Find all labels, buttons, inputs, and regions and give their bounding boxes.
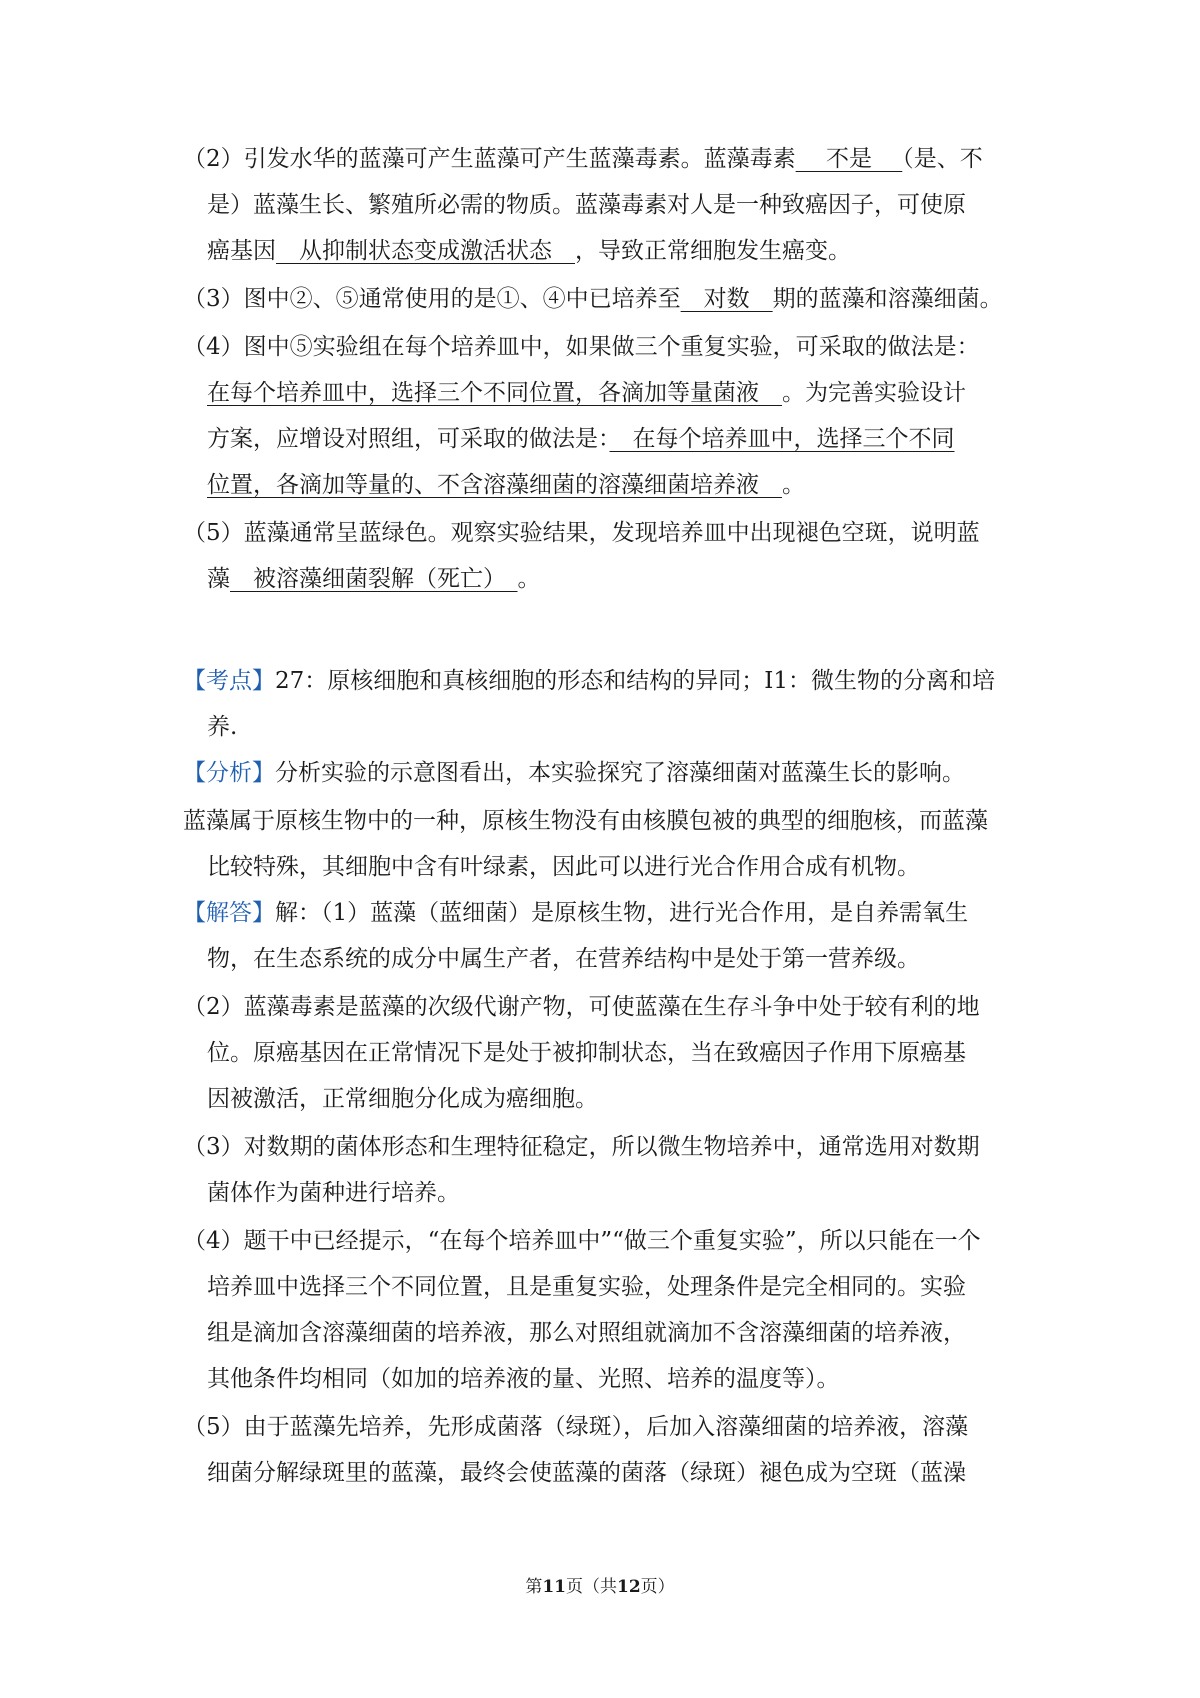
q2-line-1: [183, 144, 983, 174]
jieda-p4-line-2: 培养皿中选择三个不同位置，且是重复实验，处理条件是完全相同的。实验: [207, 1274, 966, 1300]
jieda-text: 解：（1）蓝藻（蓝细菌）是原核生物，进行光合作用，是自养需氧生: [275, 900, 969, 926]
q5-line-2: [207, 564, 541, 594]
fenxi-tag: 【分析】: [183, 760, 275, 786]
jieda-p3-line-2: 菌体作为菌种进行培养。: [207, 1180, 460, 1206]
footer-page-number: 11: [542, 1577, 566, 1597]
fenxi-line-1: [183, 758, 965, 788]
q4-line-4: [207, 470, 805, 500]
jieda-p3-line-1: （3）对数期的菌体形态和生理特征稳定，所以微生物培养中，通常选用对数期: [183, 1134, 980, 1160]
kaodian-tag: 【考点】: [183, 668, 275, 694]
jieda-line-1: [183, 898, 968, 928]
q4-text: 方案，应增设对照组，可采取的做法是：: [207, 426, 610, 452]
page-footer: [0, 1576, 1200, 1598]
jieda-p2-line-3: 因被激活，正常细胞分化成为癌细胞。: [207, 1086, 598, 1112]
jieda-p5-line-1: （5）由于蓝藻先培养，先形成菌落（绿斑），后加入溶藻细菌的培养液，溶藻: [183, 1414, 969, 1440]
q4-text-tail: 。为完善实验设计: [782, 380, 966, 406]
q5-answer-blank: 被溶藻细菌裂解（死亡）: [230, 566, 518, 592]
jieda-p4-line-1: （4）题干中已经提示，“在每个培养皿中”“做三个重复实验”，所以只能在一个: [183, 1228, 981, 1254]
footer-suffix: 页）: [640, 1577, 675, 1597]
q4-text-tail: 。: [782, 472, 805, 498]
q3-answer-blank: 对数: [680, 286, 773, 312]
q4-answer-blank-3: 位置，各滴加等量的、不含溶藻细菌的溶藻细菌培养液: [207, 472, 782, 498]
q3-text: （3）图中②、⑤通常使用的是①、④中已培养至: [183, 286, 681, 312]
fenxi-line-3: 比较特殊，其细胞中含有叶绿素，因此可以进行光合作用合成有机物。: [207, 854, 920, 880]
fenxi-line-2: 蓝藻属于原核生物中的一种，原核生物没有由核膜包被的典型的细胞核，而蓝藻: [183, 808, 988, 834]
jieda-tag: 【解答】: [183, 900, 275, 926]
q5-text: 藻: [207, 566, 230, 592]
q4-line-1: （4）图中⑤实验组在每个培养皿中，如果做三个重复实验，可采取的做法是：: [183, 334, 980, 360]
footer-mid: 页（共: [566, 1577, 617, 1597]
kaodian-line-2: 养.: [207, 714, 238, 740]
q3-line-1: [183, 284, 1003, 314]
jieda-p4-line-4: 其他条件均相同（如加的培养液的量、光照、培养的温度等）。: [207, 1366, 840, 1392]
q2-answer-blank: 不是: [795, 146, 903, 172]
q4-answer-blank: 在每个培养皿中，选择三个不同位置，各滴加等量菌液: [207, 380, 782, 406]
q2-text: 癌基因: [207, 238, 276, 264]
footer-total-pages: 12: [617, 1577, 641, 1597]
q3-text-tail: 期的蓝藻和溶藻细菌。: [772, 286, 1003, 312]
fenxi-text: 分析实验的示意图看出，本实验探究了溶藻细菌对蓝藻生长的影响。: [275, 760, 965, 786]
q2-line-3: [207, 236, 851, 266]
q2-text-tail: ，导致正常细胞发生癌变。: [575, 238, 851, 264]
q4-answer-blank-2: 在每个培养皿中，选择三个不同: [609, 426, 955, 452]
jieda-p2-line-2: 位。原癌基因在正常情况下是处于被抑制状态，当在致癌因子作用下原癌基: [207, 1040, 966, 1066]
q2-answer-blank-2: 从抑制状态变成激活状态: [276, 238, 575, 264]
q4-line-3: [207, 424, 955, 454]
q4-line-2: [207, 378, 966, 408]
kaodian-line-1: [183, 666, 995, 696]
kaodian-text: 27：原核细胞和真核细胞的形态和结构的异同；I1：微生物的分离和培: [275, 668, 995, 694]
q2-line-2: 是）蓝藻生长、繁殖所必需的物质。蓝藻毒素对人是一种致癌因子，可使原: [207, 192, 966, 218]
footer-prefix: 第: [525, 1577, 543, 1597]
q2-text-tail: （是、不: [902, 146, 983, 172]
q5-text-tail: 。: [517, 566, 541, 592]
jieda-p5-line-2: 细菌分解绿斑里的蓝藻，最终会使蓝藻的菌落（绿斑）褪色成为空斑（蓝澡: [207, 1460, 966, 1486]
jieda-p2-line-1: （2）蓝藻毒素是蓝藻的次级代谢产物，可使蓝藻在生存斗争中处于较有利的地: [183, 994, 980, 1020]
jieda-line-2: 物，在生态系统的成分中属生产者，在营养结构中是处于第一营养级。: [207, 946, 920, 972]
jieda-p4-line-3: 组是滴加含溶藻细菌的培养液，那么对照组就滴加不含溶藻细菌的培养液，: [207, 1320, 966, 1346]
q5-line-1: （5）蓝藻通常呈蓝绿色。观察实验结果，发现培养皿中出现褪色空斑，说明蓝: [183, 520, 980, 546]
q2-text: （2）引发水华的蓝藻可产生蓝藻可产生蓝藻毒素。蓝藻毒素: [183, 146, 796, 172]
